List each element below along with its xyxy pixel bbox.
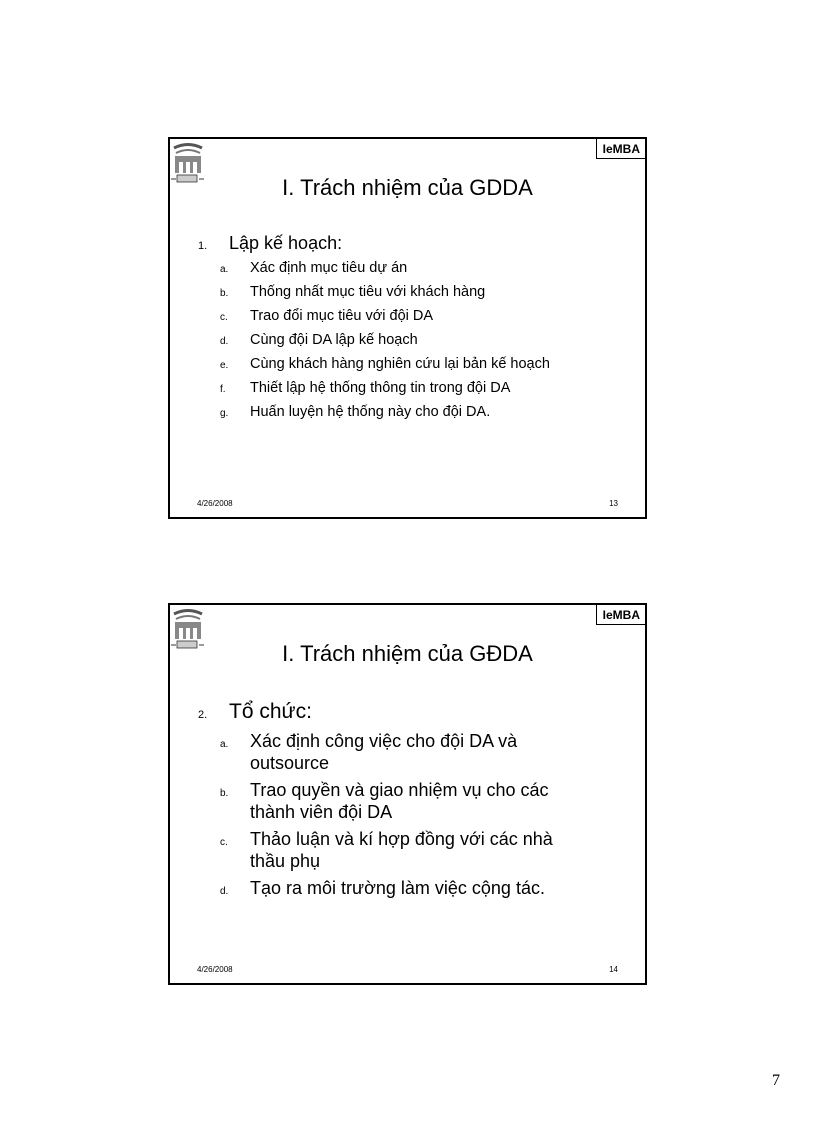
list-item bbox=[220, 403, 550, 427]
item-text: Huấn luyện hệ thống này cho đội DA. bbox=[250, 404, 491, 420]
item-letter: b. bbox=[220, 788, 229, 799]
slide-13 bbox=[168, 137, 647, 519]
item-text: Xác định công việc cho đội DA và outsource bbox=[250, 731, 518, 773]
item-letter: e. bbox=[220, 360, 229, 371]
item-letter: c. bbox=[220, 837, 228, 848]
item-letter: a. bbox=[220, 264, 229, 275]
item-letter: c. bbox=[220, 312, 228, 323]
item-text: Cùng đội DA lập kế hoạch bbox=[250, 332, 418, 348]
item-text: Thiết lập hệ thống thông tin trong đội DA bbox=[250, 380, 511, 396]
item-letter: b. bbox=[220, 288, 229, 299]
slide-title: I. Trách nhiệm của GĐDA bbox=[282, 641, 533, 666]
section-heading bbox=[198, 700, 312, 724]
item-letter: g. bbox=[220, 408, 229, 419]
section-heading bbox=[198, 233, 342, 254]
task-list bbox=[220, 259, 550, 427]
item-text: Thảo luận và kí hợp đồng với các nhà thầu phụ bbox=[250, 829, 553, 871]
item-text: Trao đổi mục tiêu với đội DA bbox=[250, 308, 434, 324]
section-title: Lập kế hoạch: bbox=[229, 233, 343, 253]
list-item bbox=[220, 283, 550, 307]
item-letter: d. bbox=[220, 886, 229, 897]
list-item bbox=[220, 379, 550, 403]
item-letter: f. bbox=[220, 384, 226, 395]
list-item bbox=[220, 331, 550, 355]
task-list bbox=[220, 730, 590, 908]
item-text: Cùng khách hàng nghiên cứu lại bản kế hoạch bbox=[250, 356, 550, 372]
slide-number: 13 bbox=[609, 499, 618, 508]
list-item bbox=[220, 877, 590, 903]
slide-date: 4/26/2008 bbox=[197, 965, 233, 974]
brand-badge: IeMBA bbox=[596, 605, 645, 625]
slide-title: I. Trách nhiệm của GDDA bbox=[282, 175, 533, 200]
item-letter: d. bbox=[220, 336, 229, 347]
section-number: 2. bbox=[198, 709, 208, 721]
item-letter: a. bbox=[220, 739, 229, 750]
item-text: Xác định mục tiêu dự án bbox=[250, 260, 408, 276]
list-item bbox=[220, 259, 550, 283]
page-number: 7 bbox=[772, 1072, 780, 1089]
list-item bbox=[220, 355, 550, 379]
item-text: Trao quyền và giao nhiệm vụ cho các thành viên đội DA bbox=[250, 780, 549, 822]
section-number: 1. bbox=[198, 240, 208, 252]
list-item bbox=[220, 730, 590, 774]
list-item bbox=[220, 307, 550, 331]
slide-14 bbox=[168, 603, 647, 985]
list-item bbox=[220, 779, 590, 823]
brand-badge: IeMBA bbox=[596, 139, 645, 159]
slide-number: 14 bbox=[609, 965, 618, 974]
section-title: Tổ chức: bbox=[229, 700, 312, 723]
slide-date: 4/26/2008 bbox=[197, 499, 233, 508]
item-text: Tạo ra môi trường làm việc cộng tác. bbox=[250, 878, 545, 898]
list-item bbox=[220, 828, 590, 872]
item-text: Thống nhất mục tiêu với khách hàng bbox=[250, 284, 486, 300]
